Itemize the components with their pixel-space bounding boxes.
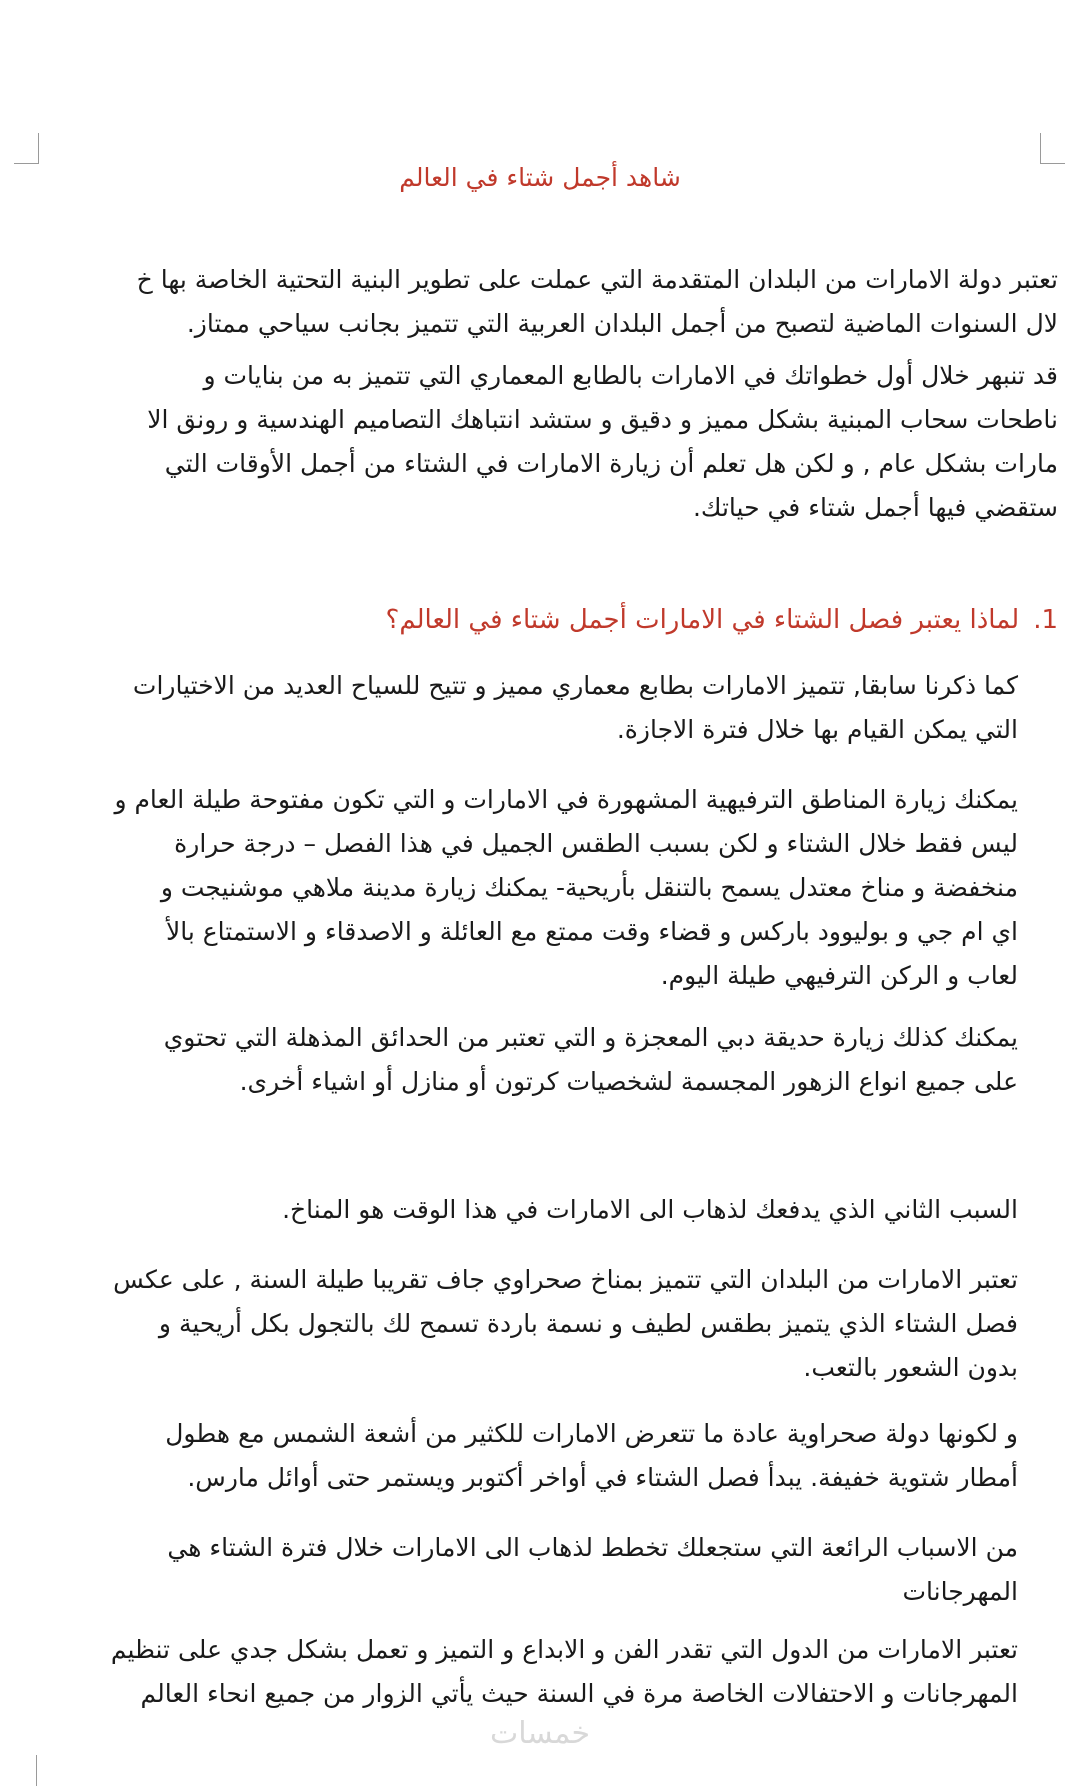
paragraph-line: لال السنوات الماضية لتصبح من أجمل البلدان العربية التي تتميز بجانب سياحي ممتاز. [186,309,1058,338]
climate-reason-paragraph [282,1188,1018,1232]
paragraph-line: بدون الشعور بالتعب. [803,1353,1018,1382]
section-heading-1 [386,598,1058,642]
paragraph-line: كما ذكرنا سابقا, تتميز الامارات بطابع معماري مميز و تتيح للسياح العديد من الاختيارات [132,671,1018,700]
paragraph-line: تعتبر دولة الامارات من البلدان المتقدمة التي عملت على تطوير البنية التحتية الخاصة بها خ [136,265,1058,294]
paragraph-line: السبب الثاني الذي يدفعك لذهاب الى الامارات في هذا الوقت هو المناخ. [282,1195,1018,1224]
paragraph-line: أمطار شتوية خفيفة. يبدأ فصل الشتاء في أواخر أكتوبر ويستمر حتى أوائل مارس. [187,1463,1018,1492]
paragraph-line: المهرجانات [902,1577,1018,1606]
document-title: شاهد أجمل شتاء في العالم [399,163,681,192]
paragraph-line: اي ام جي و بوليوود باركس و قضاء وقت ممتع مع العائلة و الاصدقاء و الاستمتاع بالأ [165,917,1018,946]
paragraph-line: يمكنك زيارة المناطق الترفيهية المشهورة في الامارات و التي تكون مفتوحة طيلة العام و [114,785,1018,814]
heading-text: لماذا يعتبر فصل الشتاء في الامارات أجمل شتاء في العالم؟ [385,605,1020,635]
intro-paragraph [137,258,1058,346]
miracle-garden-paragraph [164,1016,1018,1104]
paragraph-line: قد تنبهر خلال أول خطواتك في الامارات بالطابع المعماري التي تتميز به من بنايات و [203,361,1058,390]
paragraph-line: على جميع انواع الزهور المجسمة لشخصيات كرتون أو منازل أو اشياء أخرى. [239,1067,1018,1096]
paragraph-line: منخفضة و مناخ معتدل يسمح بالتنقل بأريحية- يمكنك زيارة مدينة ملاهي موشنيجت و [160,873,1018,902]
paragraph-line: تعتبر الامارات من البلدان التي تتميز بمناخ صحراوي جاف تقريبا طيلة السنة , على عكس [113,1265,1018,1294]
theme-parks-paragraph [114,778,1018,998]
activities-paragraph [133,664,1018,752]
paragraph-line: تعتبر الامارات من الدول التي تقدر الفن و الابداع و التميز و تعمل بشكل جدي على تنظيم [110,1635,1018,1664]
paragraph-line: و لكونها دولة صحراوية عادة ما تتعرض الامارات للكثير من أشعة الشمس مع هطول [165,1419,1018,1448]
paragraph-line: التي يمكن القيام بها خلال فترة الاجازة. [616,715,1018,744]
paragraph-line: لعاب و الركن الترفيهي طيلة اليوم. [660,961,1018,990]
winter-season-paragraph [165,1412,1018,1500]
festivals-paragraph [111,1628,1018,1716]
watermark-logo: خمسات [489,1716,591,1751]
architecture-paragraph [147,354,1058,530]
paragraph-line: ناطحات سحاب المبنية بشكل مميز و دقيق و ستشد انتباهك التصاميم الهندسية و رونق الا [147,405,1058,434]
page-corner-mark-bottom-left [36,1755,37,1786]
desert-climate-paragraph [113,1258,1018,1390]
paragraph-line: ليس فقط خلال الشتاء و لكن بسبب الطقس الجميل في هذا الفصل – درجة حرارة [174,829,1018,858]
paragraph-line: فصل الشتاء الذي يتميز بطقس لطيف و نسمة باردة تسمح لك بالتجول بكل أريحية و [158,1309,1018,1338]
paragraph-line: المهرجانات و الاحتفالات الخاصة مرة في السنة حيث يأتي الزوار من جميع انحاء العالم [140,1679,1018,1708]
festivals-reason-paragraph [167,1526,1018,1614]
heading-number: 1. [1033,605,1058,635]
paragraph-line: يمكنك كذلك زيارة حديقة دبي المعجزة و التي تعتبر من الحدائق المذهلة التي تحتوي [163,1023,1018,1052]
paragraph-line: ستقضي فيها أجمل شتاء في حياتك. [692,493,1058,522]
paragraph-line: مارات بشكل عام , و لكن هل تعلم أن زيارة الامارات في الشتاء من أجمل الأوقات التي [164,449,1058,478]
paragraph-line: من الاسباب الرائعة التي ستجعلك تخطط لذهاب الى الامارات خلال فترة الشتاء هي [167,1533,1018,1562]
